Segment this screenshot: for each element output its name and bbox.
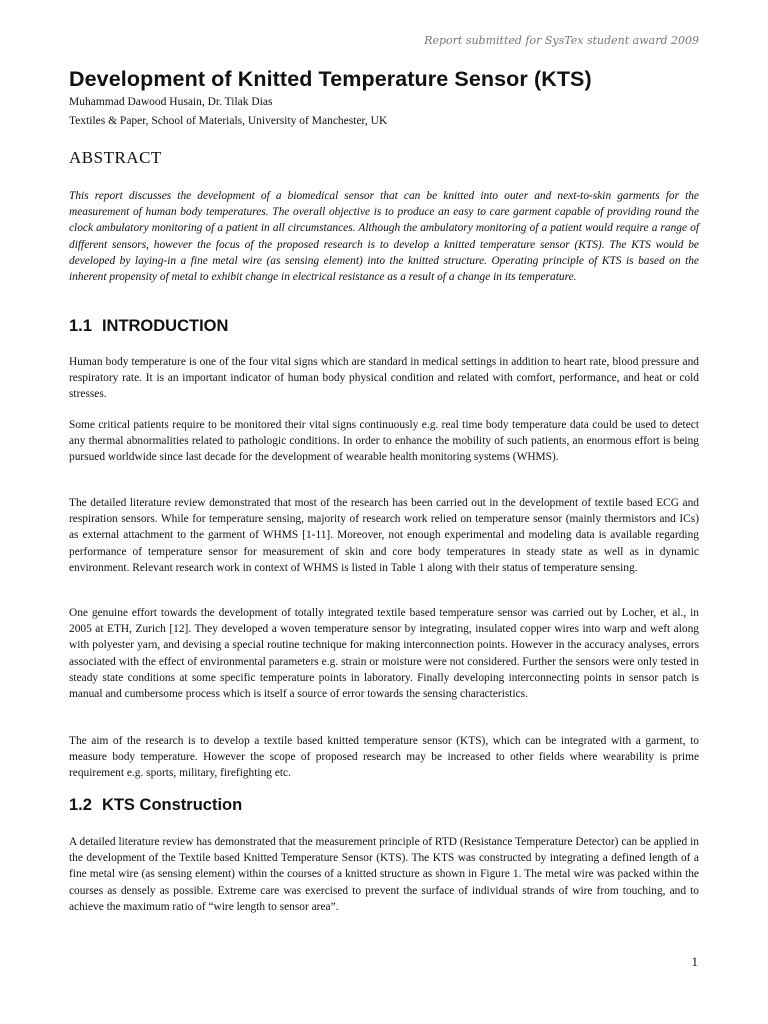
paragraph: A detailed literature review has demonstrated that the measurement principle of RTD (Resistance Temperature Detector) can be applied in the development of the Textile based Knitted Temperature Sensor (KTS). The KTS was constructed by integrating a defined length of a fine metal wire (as sensing element) within the courses of a knitted structure as shown in Figure 1. The metal wire was packed within the courses as densely as possible. Extreme care was exercised to prevent the surface of individual strands of wire from touching, and to achieve the maximum ratio of “wire length to sensor area”. [69,836,699,913]
affiliation: Textiles & Paper, School of Materials, University of Manchester, UK [69,115,388,127]
section-title: INTRODUCTION [101,317,229,335]
paragraph: Some critical patients require to be monitored their vital signs continuously e.g. real time body temperature data could be used to detect any thermal abnormalities related to pathologic conditions. In order to enhance the mobility of such patients, an enormous effort is being pursued worldwide since last decade for the development of wearable health monitoring systems (WHMS). [69,419,699,464]
paragraph: Human body temperature is one of the four vital signs which are standard in medical settings in addition to heart rate, blood pressure and respiratory rate. It is an important indicator of human body physical condition and related with comfort, performance, and heat or cold stresses. [69,356,699,401]
section-number: 1.1 [69,317,92,335]
abstract-heading: ABSTRACT [69,148,162,167]
page-number: 1 [691,954,698,969]
paragraph: The detailed literature review demonstrated that most of the research has been carried out in the development of textile based ECG and respiration sensors. While for temperature sensing, majority of research work relied on temperature sensor (mainly thermistors and ICs) as external attachment to the garment of WHMS [1-11]. Moreover, not enough experimental and modeling data is available regarding performance of temperature sensor for measurement of skin and core body temperatures in steady state as well as in dynamic environment. Relevant research work in context of WHMS is listed in Table 1 along with their status of temperature sensing. [69,497,699,574]
paper-title: Development of Knitted Temperature Sensor (KTS) [69,67,592,91]
authors: Muhammad Dawood Husain, Dr. Tilak Dias [69,96,273,108]
section-heading-introduction [69,317,228,336]
report-note: Report submitted for SysTex student award 2009 [424,34,699,47]
section-number: 1.2 [69,796,92,814]
paragraph: One genuine effort towards the development of totally integrated textile based temperature sensor was carried out by Locher, et al., in 2005 at ETH, Zurich [12]. They developed a woven temperature sensor by integrating, insulated copper wires into warp and weft along with polyester yarn, and devising a special routine technique for making interconnection points. However in the accuracy analyses, errors associated with the effect of environmental parameters e.g. strain or moisture were not considered. Further the sensors were only tested in steady state conditions at some specific temperature points in laboratory. Finally developing interconnecting points in sensor patch is manual and cumbersome process which is itself a source of error towards the sensing characteristics. [69,607,699,701]
paragraph: The aim of the research is to develop a textile based knitted temperature sensor (KTS), which can be integrated with a garment, to measure body temperature. However the scope of proposed research may be increased to other fields where wearability is prime requirement e.g. sports, military, firefighting etc. [69,735,699,780]
abstract-text: This report discusses the development of a biomedical sensor that can be knitted into outer and next-to-skin garments for the measurement of human body temperatures. The overall objective is to produce an easy to care garment capable of providing round the clock ambulatory monitoring of a patient in all circumstances. Although the ambulatory monitoring of a patient would require a range of different sensors, however the focus of the proposed research is to develop a knitted temperature sensor (KTS). The KTS would be developed by laying-in a fine metal wire (as sensing element) into the knitted structure. Operating principle of KTS is based on the inherent propensity of metal to exhibit change in electrical resistance as a result of a change in its temperature. [69,190,699,284]
section-heading-kts-construction [69,796,242,815]
section-title: KTS Construction [101,796,243,814]
